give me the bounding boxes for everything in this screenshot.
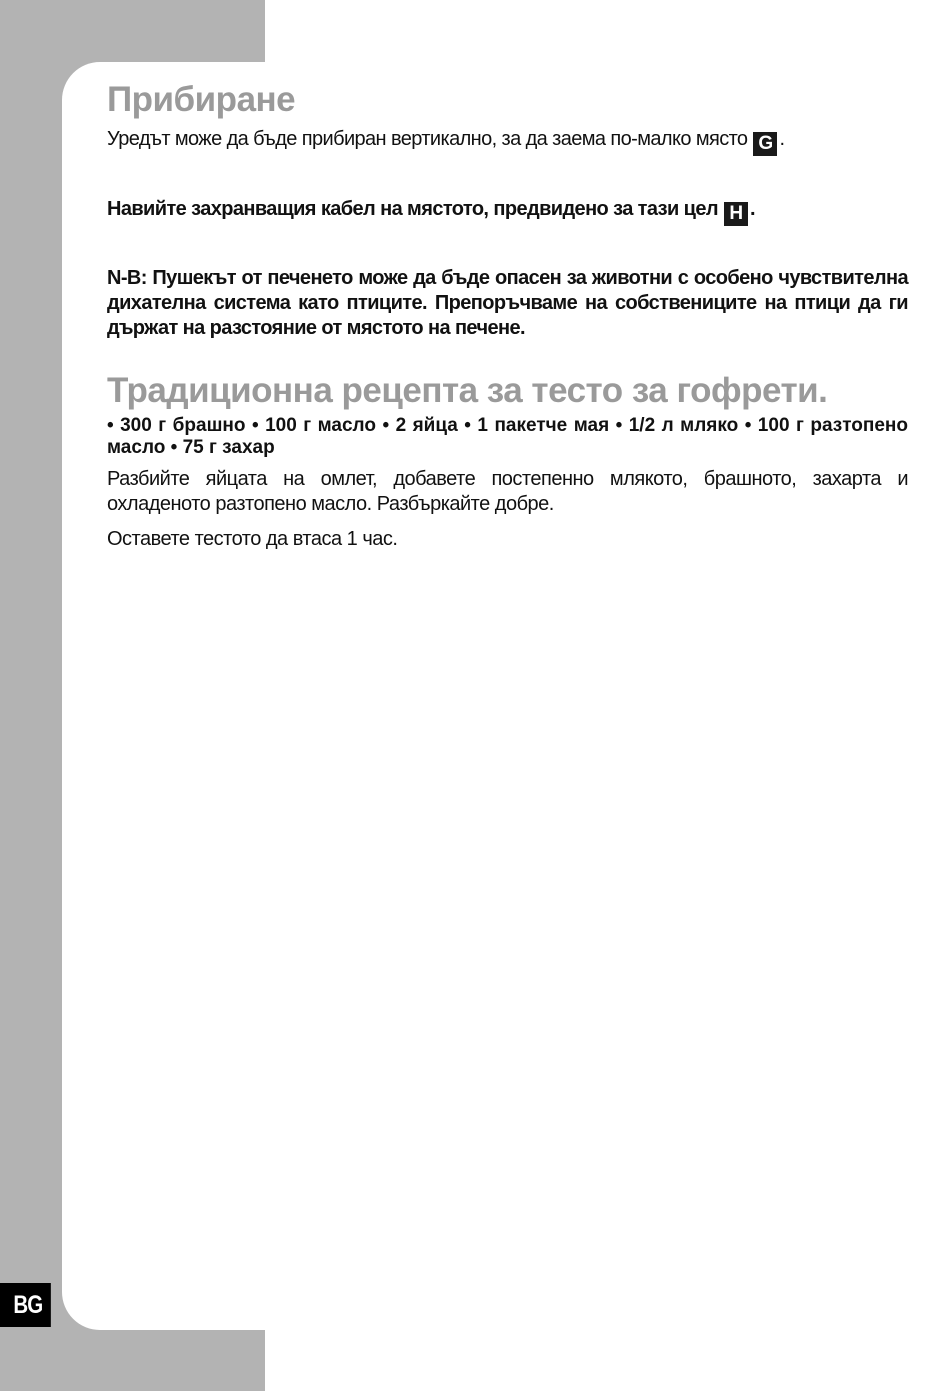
- page-content: [107, 78, 908, 552]
- safety-note: N-B: Пушекът от печенето може да бъде опасен за животни с особено чувствителна дихателна система като птиците. Препоръчваме на собствениците на птици да ги държат на разстояние от мястото на печене.: [107, 267, 908, 339]
- storage-period: .: [779, 128, 785, 150]
- recipe-rest: Оставете тестото да втаса 1 час.: [107, 528, 398, 550]
- recipe-ingredients: • 300 г брашно • 100 г масло • 2 яйца • 1 пакетче мая • 1/2 л мляко • 100 г разтопено масло • 75 г захар: [107, 415, 908, 458]
- storage-text: Уредът може да бъде прибиран вертикално, за да заема по-малко място: [107, 128, 748, 150]
- cable-paragraph: [107, 196, 908, 226]
- recipe-method: Разбийте яйцата на омлет, добавете постепенно млякото, брашното, захарта и охладеното разтопено масло. Разбъркайте добре.: [107, 468, 908, 515]
- storage-title: Прибиране: [107, 80, 296, 119]
- language-tab: BG: [0, 1283, 51, 1327]
- figure-ref-h: H: [724, 202, 748, 226]
- cable-period: .: [749, 198, 755, 220]
- side-strip: [0, 0, 62, 1391]
- storage-paragraph: [107, 126, 908, 156]
- cable-text: Навийте захранващия кабел на мястото, предвидено за тази цел: [107, 198, 718, 220]
- figure-ref-g: G: [753, 132, 777, 156]
- recipe-title: Традиционна рецепта за тесто за гофрети.: [107, 371, 828, 410]
